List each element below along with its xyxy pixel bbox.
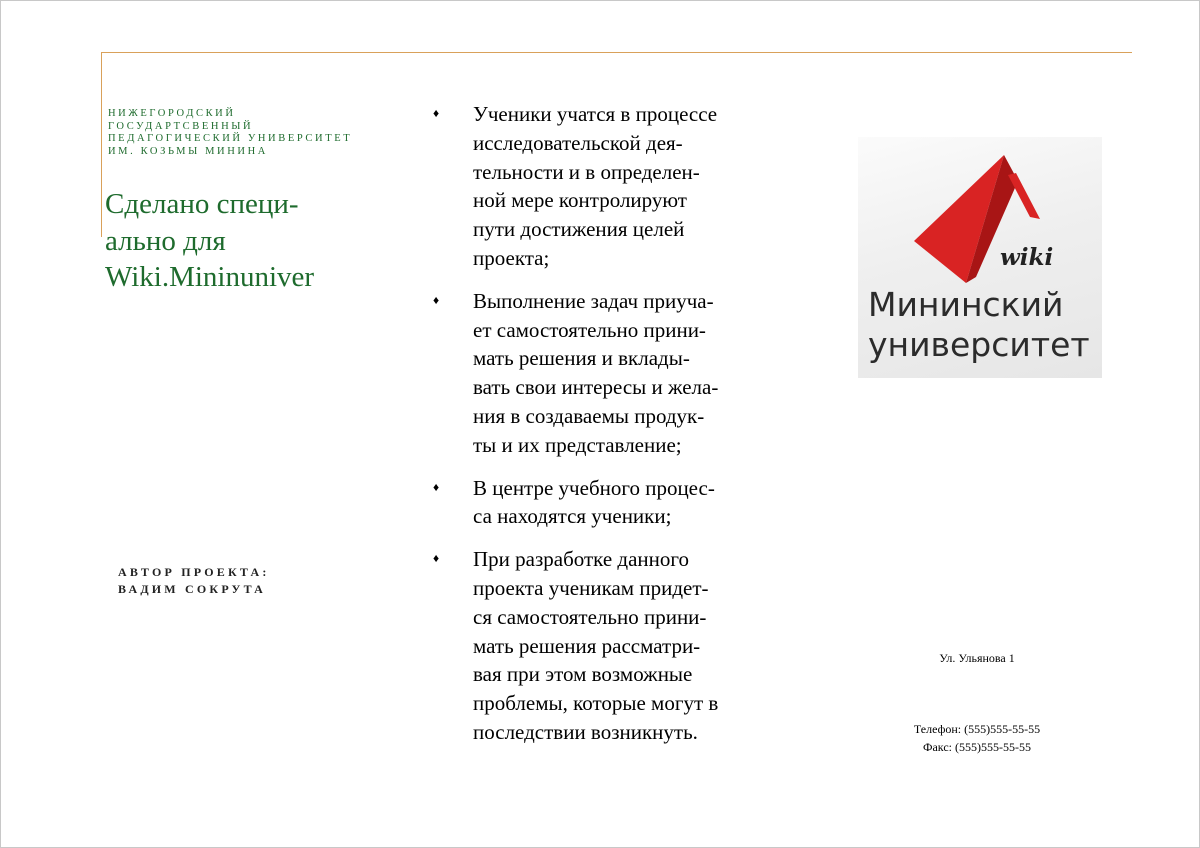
bullet-line: пути достижения целей (473, 217, 685, 242)
made-for-line: Сделано специ- (105, 188, 299, 220)
made-for-heading (105, 186, 405, 296)
top-rule (101, 52, 1132, 53)
bullet-line: проблемы, которые могут в (473, 691, 719, 716)
bullet-text (473, 545, 790, 747)
left-rule (101, 52, 102, 237)
list-item (430, 545, 790, 747)
university-name-line: ИМ. КОЗЬМЫ МИНИНА (108, 145, 268, 157)
bullet-line: исследовательской дея- (473, 130, 683, 155)
author-name: ВАДИМ СОКРУТА (118, 582, 267, 596)
address-text: Ул. Ульянова 1 (939, 651, 1015, 665)
bullet-line: Выполнение задач приуча- (473, 288, 714, 313)
logo-line-1: Мининский (868, 285, 1064, 324)
bullet-line: ной мере контролируют (473, 188, 687, 213)
bullet-text (473, 287, 790, 460)
university-name-line: ПЕДАГОГИЧЕСКИЙ УНИВЕРСИТЕТ (108, 133, 353, 144)
author-label: АВТОР ПРОЕКТА: (118, 565, 270, 579)
bullet-line: са находятся ученики; (473, 504, 672, 529)
bullet-line: вать свои интересы и жела- (473, 375, 719, 400)
bullet-text (473, 474, 790, 532)
logo-fold-shape (1008, 173, 1040, 219)
bullet-line: ты и их представление; (473, 432, 682, 457)
bullet-line: В центре учебного процес- (473, 475, 715, 500)
university-name-line: ГОСУДАРТСВЕННЫЙ (108, 120, 254, 132)
bullet-line: тельности и в определен- (473, 159, 700, 184)
list-item (430, 287, 790, 460)
diamond-bullet-icon: ♦ (433, 551, 440, 566)
bullet-list (430, 100, 790, 761)
list-item (430, 474, 790, 532)
bullet-line: ся самостоятельно прини- (473, 604, 707, 629)
made-for-line: Wiki.Mininuniver (105, 261, 315, 293)
bullet-line: мать решения рассматри- (473, 633, 701, 658)
fax-text: Факс: (555)555-55-55 (923, 740, 1031, 754)
logo-wiki-text: wiki (1000, 244, 1054, 271)
diamond-bullet-icon: ♦ (433, 292, 440, 307)
wiki-mininsky-logo (858, 137, 1102, 378)
bullet-line: Ученики учатся в процессе (473, 102, 718, 126)
logo-line-2: университет (868, 325, 1090, 364)
phone-text: Телефон: (555)555-55-55 (913, 722, 1041, 736)
diamond-bullet-icon: ♦ (433, 479, 440, 494)
bullet-line: ет самостоятельно прини- (473, 317, 706, 342)
bullet-line: последствии возникнуть. (473, 719, 698, 744)
diamond-bullet-icon: ♦ (433, 106, 440, 120)
bullet-line: проекта ученикам придет- (473, 575, 709, 600)
list-item (430, 100, 790, 273)
bullet-line: вая при этом возможные (473, 662, 693, 687)
university-name-line: НИЖЕГОРОДСКИЙ (108, 108, 236, 119)
bullet-text (473, 100, 790, 273)
made-for-line: ально для (105, 224, 226, 257)
author-block (118, 564, 378, 598)
bullet-line: мать решения и вклады- (473, 346, 690, 371)
university-name (108, 108, 428, 158)
bullet-line: ния в создаваемы продук- (473, 403, 705, 428)
bullet-line: При разработке данного (473, 547, 689, 572)
bullet-line: проекта; (473, 245, 550, 270)
